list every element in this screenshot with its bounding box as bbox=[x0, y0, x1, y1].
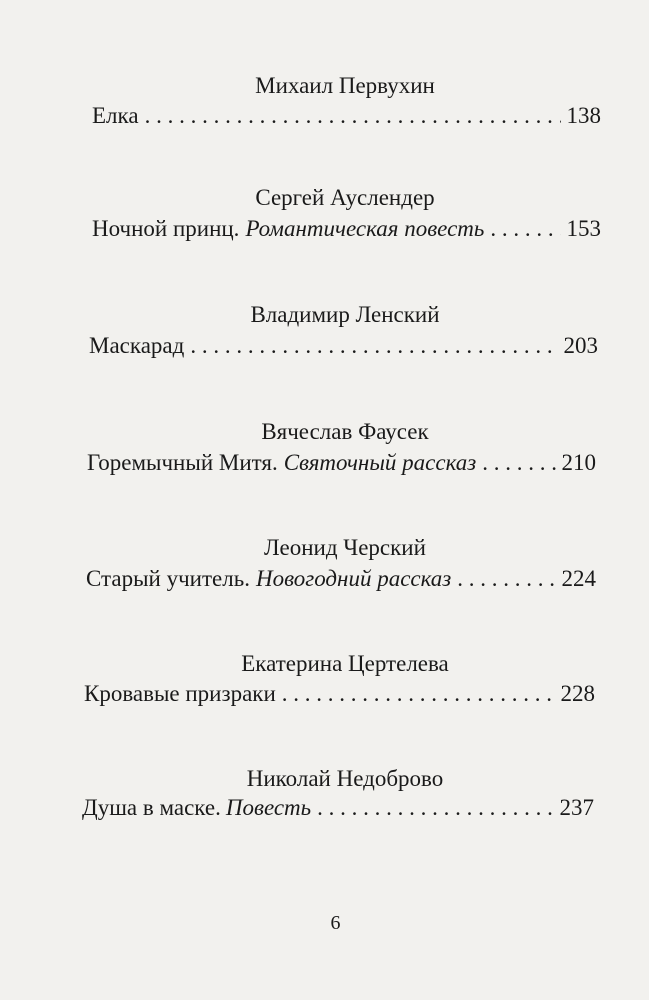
toc-author: Николай Недоброво bbox=[246, 766, 444, 791]
toc-page-number: 237 bbox=[559, 795, 594, 820]
toc-title: Душа в маске. bbox=[82, 795, 221, 820]
toc-author: Сергей Ауслендер bbox=[255, 185, 435, 210]
toc-entry bbox=[86, 565, 596, 593]
dot-leader bbox=[490, 215, 560, 243]
toc-title: Ночной принц. bbox=[92, 216, 240, 241]
dot-leader bbox=[190, 332, 557, 360]
toc-subtitle: Романтическая повесть bbox=[245, 216, 485, 241]
toc-title: Елка bbox=[92, 103, 139, 128]
toc-entry bbox=[92, 215, 601, 243]
toc-subtitle: Повесть bbox=[225, 795, 312, 820]
toc-author: Леонид Черский bbox=[264, 535, 426, 560]
toc-entry bbox=[82, 794, 594, 822]
dot-leader bbox=[282, 680, 555, 708]
dot-leader bbox=[317, 794, 553, 822]
toc-title: Кровавые призраки bbox=[84, 681, 276, 706]
toc-entry bbox=[84, 680, 595, 708]
toc-subtitle: Святочный рассказ bbox=[283, 450, 477, 475]
toc-author: Екатерина Цертелева bbox=[241, 651, 449, 676]
dot-leader bbox=[145, 102, 561, 130]
toc-page-number: 228 bbox=[560, 681, 595, 706]
toc-title: Маскарад bbox=[89, 333, 185, 358]
toc-entry bbox=[87, 449, 596, 477]
toc-page-number: 203 bbox=[563, 333, 598, 358]
toc-author: Михаил Первухин bbox=[255, 73, 435, 98]
toc-title: Горемычный Митя. bbox=[87, 450, 278, 475]
toc-entry bbox=[92, 102, 601, 130]
page-number: 6 bbox=[330, 912, 341, 934]
toc-title: Старый учитель. bbox=[86, 566, 250, 591]
toc-entry bbox=[89, 332, 598, 360]
toc-page-number: 153 bbox=[566, 216, 601, 241]
toc-page-number: 224 bbox=[561, 566, 596, 591]
dot-leader bbox=[482, 449, 555, 477]
dot-leader bbox=[457, 565, 555, 593]
toc-author: Вячеслав Фаусек bbox=[261, 419, 429, 444]
toc-page-number: 138 bbox=[566, 103, 601, 128]
toc-author: Владимир Ленский bbox=[250, 302, 440, 327]
toc-page-number: 210 bbox=[561, 450, 596, 475]
toc-subtitle: Новогодний рассказ bbox=[255, 566, 452, 591]
